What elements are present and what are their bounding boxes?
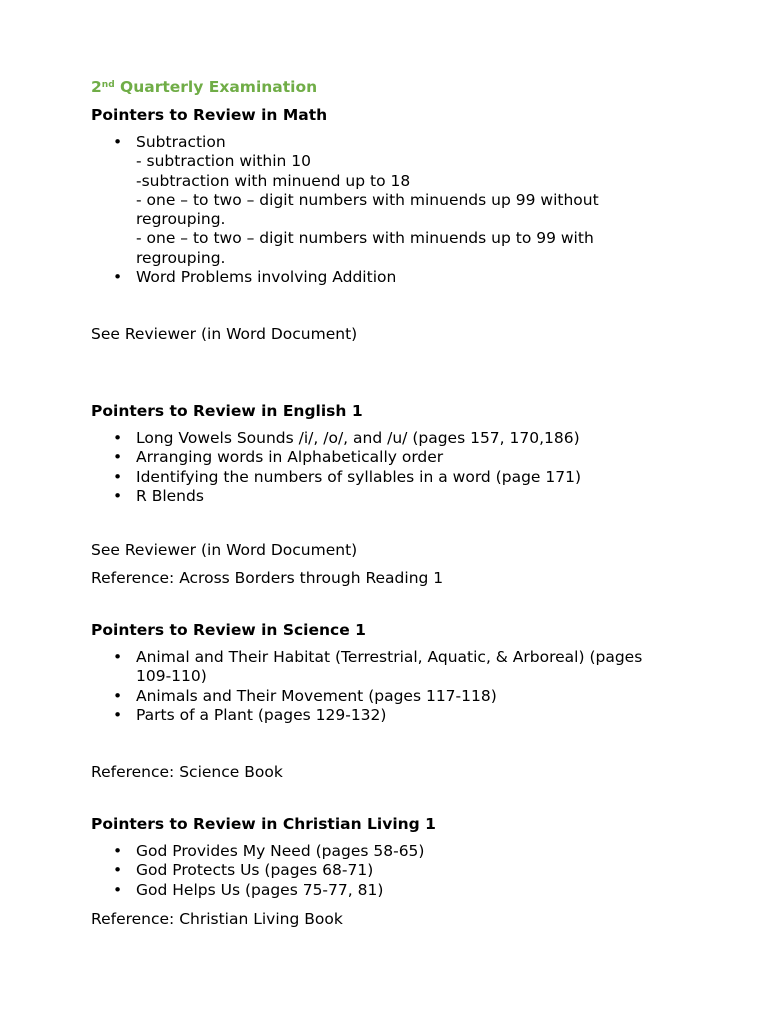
christian-item: [91, 881, 691, 900]
english-item-text: Identifying the numbers of syllables in a word (page 171): [136, 467, 582, 486]
math-subitem: - one – to two – digit numbers with minuends up to 99 with regrouping.: [136, 229, 594, 267]
math-subitem: - one – to two – digit numbers with minuends up 99 without regrouping.: [136, 190, 599, 229]
math-item: [91, 133, 691, 268]
math-subitem: - subtraction within 10: [136, 152, 312, 171]
english-heading: Pointers to Review in English 1: [91, 402, 363, 420]
english-item-text: Long Vowels Sounds /i/, /o/, and /u/ (pages 157, 170,186): [136, 429, 580, 447]
science-item-text: Parts of a Plant (pages 129-132): [136, 705, 387, 724]
math-item-label: Word Problems involving Addition: [136, 268, 397, 287]
title-text: Quarterly Examination: [114, 78, 318, 96]
science-heading: Pointers to Review in Science 1: [91, 621, 366, 639]
science-reference: Reference: Science Book: [91, 763, 283, 781]
science-item: [91, 706, 691, 725]
science-list: [91, 648, 691, 725]
science-item: [91, 687, 691, 706]
christian-reference: Reference: Christian Living Book: [91, 910, 343, 928]
title-ordinal-suffix: nd: [101, 80, 115, 90]
bullet-icon: •: [113, 486, 123, 505]
science-item-text: Animal and Their Habitat (Terrestrial, Aquatic, & Arboreal) (pages 109-110): [136, 648, 643, 686]
english-item-text: R Blends: [136, 486, 204, 505]
christian-list: [91, 842, 691, 900]
bullet-icon: •: [113, 133, 123, 151]
bullet-icon: •: [113, 268, 123, 287]
bullet-icon: •: [113, 648, 123, 666]
english-item: [91, 429, 691, 448]
christian-item: [91, 842, 691, 861]
title-ordinal: 2: [91, 78, 102, 96]
math-list: [91, 133, 691, 287]
bullet-icon: •: [113, 686, 123, 705]
christian-heading: Pointers to Review in Christian Living 1: [91, 815, 436, 833]
math-heading: Pointers to Review in Math: [91, 106, 328, 124]
bullet-icon: •: [113, 705, 123, 724]
bullet-icon: •: [113, 467, 123, 486]
english-item: [91, 487, 691, 506]
christian-item-text: God Provides My Need (pages 58-65): [136, 842, 425, 860]
english-list: [91, 429, 691, 506]
english-item: [91, 468, 691, 487]
bullet-icon: •: [113, 880, 123, 899]
bullet-icon: •: [113, 842, 123, 860]
english-item: [91, 448, 691, 467]
christian-item: [91, 861, 691, 880]
christian-item-text: God Helps Us (pages 75-77, 81): [136, 880, 384, 899]
math-item: [91, 268, 691, 287]
math-subitem: -subtraction with minuend up to 18: [136, 171, 411, 190]
english-item-text: Arranging words in Alphabetically order: [136, 448, 444, 467]
math-item-label: Subtraction: [136, 133, 226, 151]
bullet-icon: •: [113, 861, 123, 880]
science-item: [91, 648, 691, 687]
english-reference: Reference: Across Borders through Reading 1: [91, 569, 444, 587]
math-note: See Reviewer (in Word Document): [91, 325, 358, 343]
bullet-icon: •: [113, 448, 123, 467]
science-item-text: Animals and Their Movement (pages 117-118): [136, 686, 497, 705]
english-note: See Reviewer (in Word Document): [91, 541, 358, 559]
christian-item-text: God Protects Us (pages 68-71): [136, 861, 374, 880]
exam-title: [91, 76, 317, 98]
bullet-icon: •: [113, 429, 123, 447]
